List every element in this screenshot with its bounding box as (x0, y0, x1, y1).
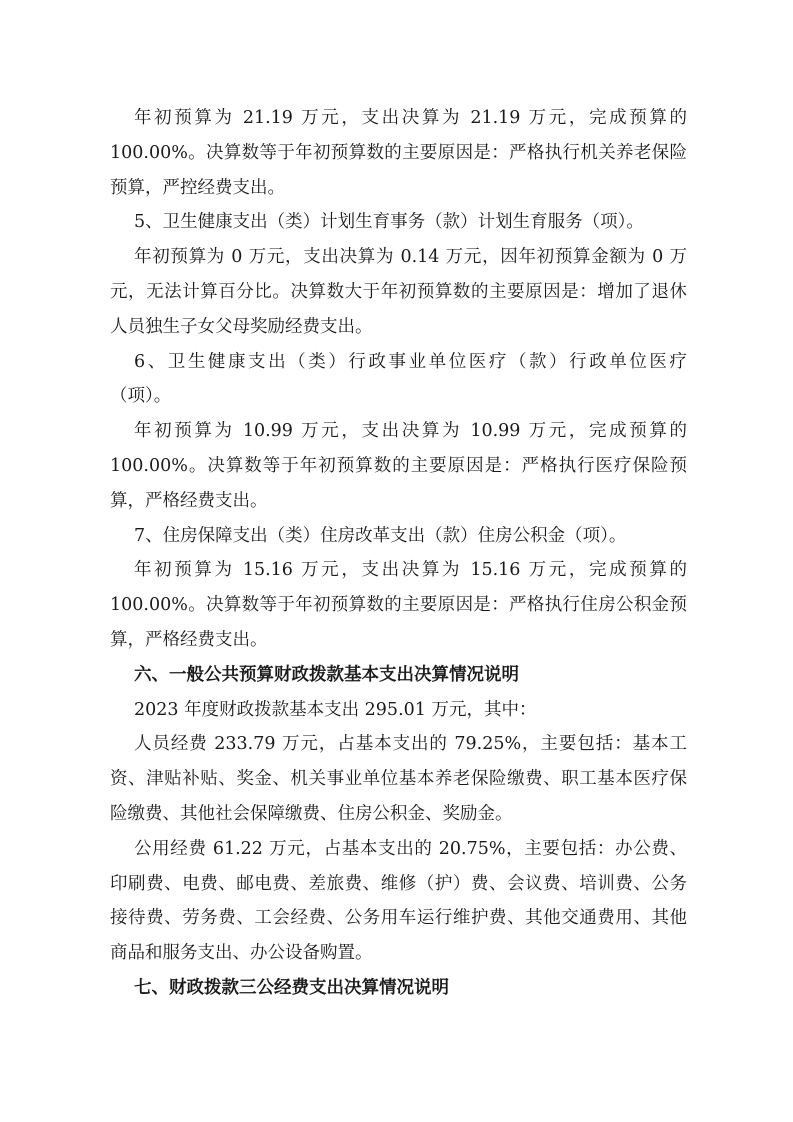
text-line: 年初预算为 10.99 万元，支出决算为 10.99 万元，完成预算的 (134, 421, 687, 442)
text-line: 印刷费、电费、邮电费、差旅费、维修（护）费、会议费、培训费、公务 (110, 873, 687, 894)
text-line: 预算，严控经费支出。 (110, 177, 285, 198)
paragraph-pension-budget (110, 101, 687, 205)
section-title: 六、一般公共预算财政拨款基本支出决算情况说明 (134, 664, 519, 685)
text-line: 7、住房保障支出（类）住房改革支出（款）住房公积金（项）。 (134, 525, 627, 546)
text-line: 人员经费 233.79 万元，占基本支出的 79.25%，主要包括：基本工 (134, 734, 687, 755)
text-line: 商品和服务支出、办公设备购置。 (110, 943, 373, 964)
document-body (110, 101, 687, 1006)
text-line: 算，严格经费支出。 (110, 629, 268, 650)
paragraph-basic-expenditure (110, 693, 687, 728)
text-line: 2023 年度财政拨款基本支出 295.01 万元，其中： (134, 699, 537, 720)
text-line: 年初预算为 0 万元，支出决算为 0.14 万元，因年初预算金额为 0 万 (134, 247, 687, 268)
paragraph-personnel (110, 727, 687, 831)
item-heading-5 (110, 205, 687, 240)
section-title: 七、财政拨款三公经费支出决算情况说明 (134, 977, 449, 998)
text-line: 100.00%。决算数等于年初预算数的主要原因是：严格执行医疗保险预 (110, 455, 687, 476)
text-line: 5、卫生健康支出（类）计划生育事务（款）计划生育服务（项）。 (134, 212, 644, 233)
paragraph-public-expense (110, 832, 687, 971)
text-line: 年初预算为 21.19 万元，支出决算为 21.19 万元，完成预算的 (134, 108, 687, 128)
text-line: 险缴费、其他社会保障缴费、住房公积金、奖励金。 (110, 803, 513, 824)
text-line: 年初预算为 15.16 万元，支出决算为 15.16 万元，完成预算的 (134, 560, 687, 581)
text-line: 算，严格经费支出。 (110, 490, 268, 511)
section-heading-6 (110, 658, 687, 693)
text-line: 接待费、劳务费、工会经费、公务用车运行维护费、其他交通费用、其他 (110, 908, 687, 929)
text-line: 资、津贴补贴、奖金、机关事业单位基本养老保险缴费、职工基本医疗保 (110, 769, 687, 790)
text-line: （项）。 (110, 386, 172, 407)
item-heading-7 (110, 519, 687, 554)
item-heading-6 (110, 345, 687, 415)
paragraph-family-planning (110, 240, 687, 344)
text-line: 100.00%。决算数等于年初预算数的主要原因是：严格执行住房公积金预 (110, 595, 687, 616)
text-line: 人员独生子女父母奖励经费支出。 (110, 316, 373, 337)
text-line: 100.00%。决算数等于年初预算数的主要原因是：严格执行机关养老保险 (110, 142, 687, 163)
text-line: 6、卫生健康支出（类）行政事业单位医疗（款）行政单位医疗 (134, 351, 687, 372)
paragraph-housing (110, 553, 687, 657)
paragraph-medical (110, 414, 687, 518)
text-line: 元，无法计算百分比。决算数大于年初预算数的主要原因是：增加了退休 (110, 281, 687, 302)
text-line: 公用经费 61.22 万元，占基本支出的 20.75%，主要包括：办公费、 (134, 838, 687, 859)
section-heading-7 (110, 971, 687, 1006)
